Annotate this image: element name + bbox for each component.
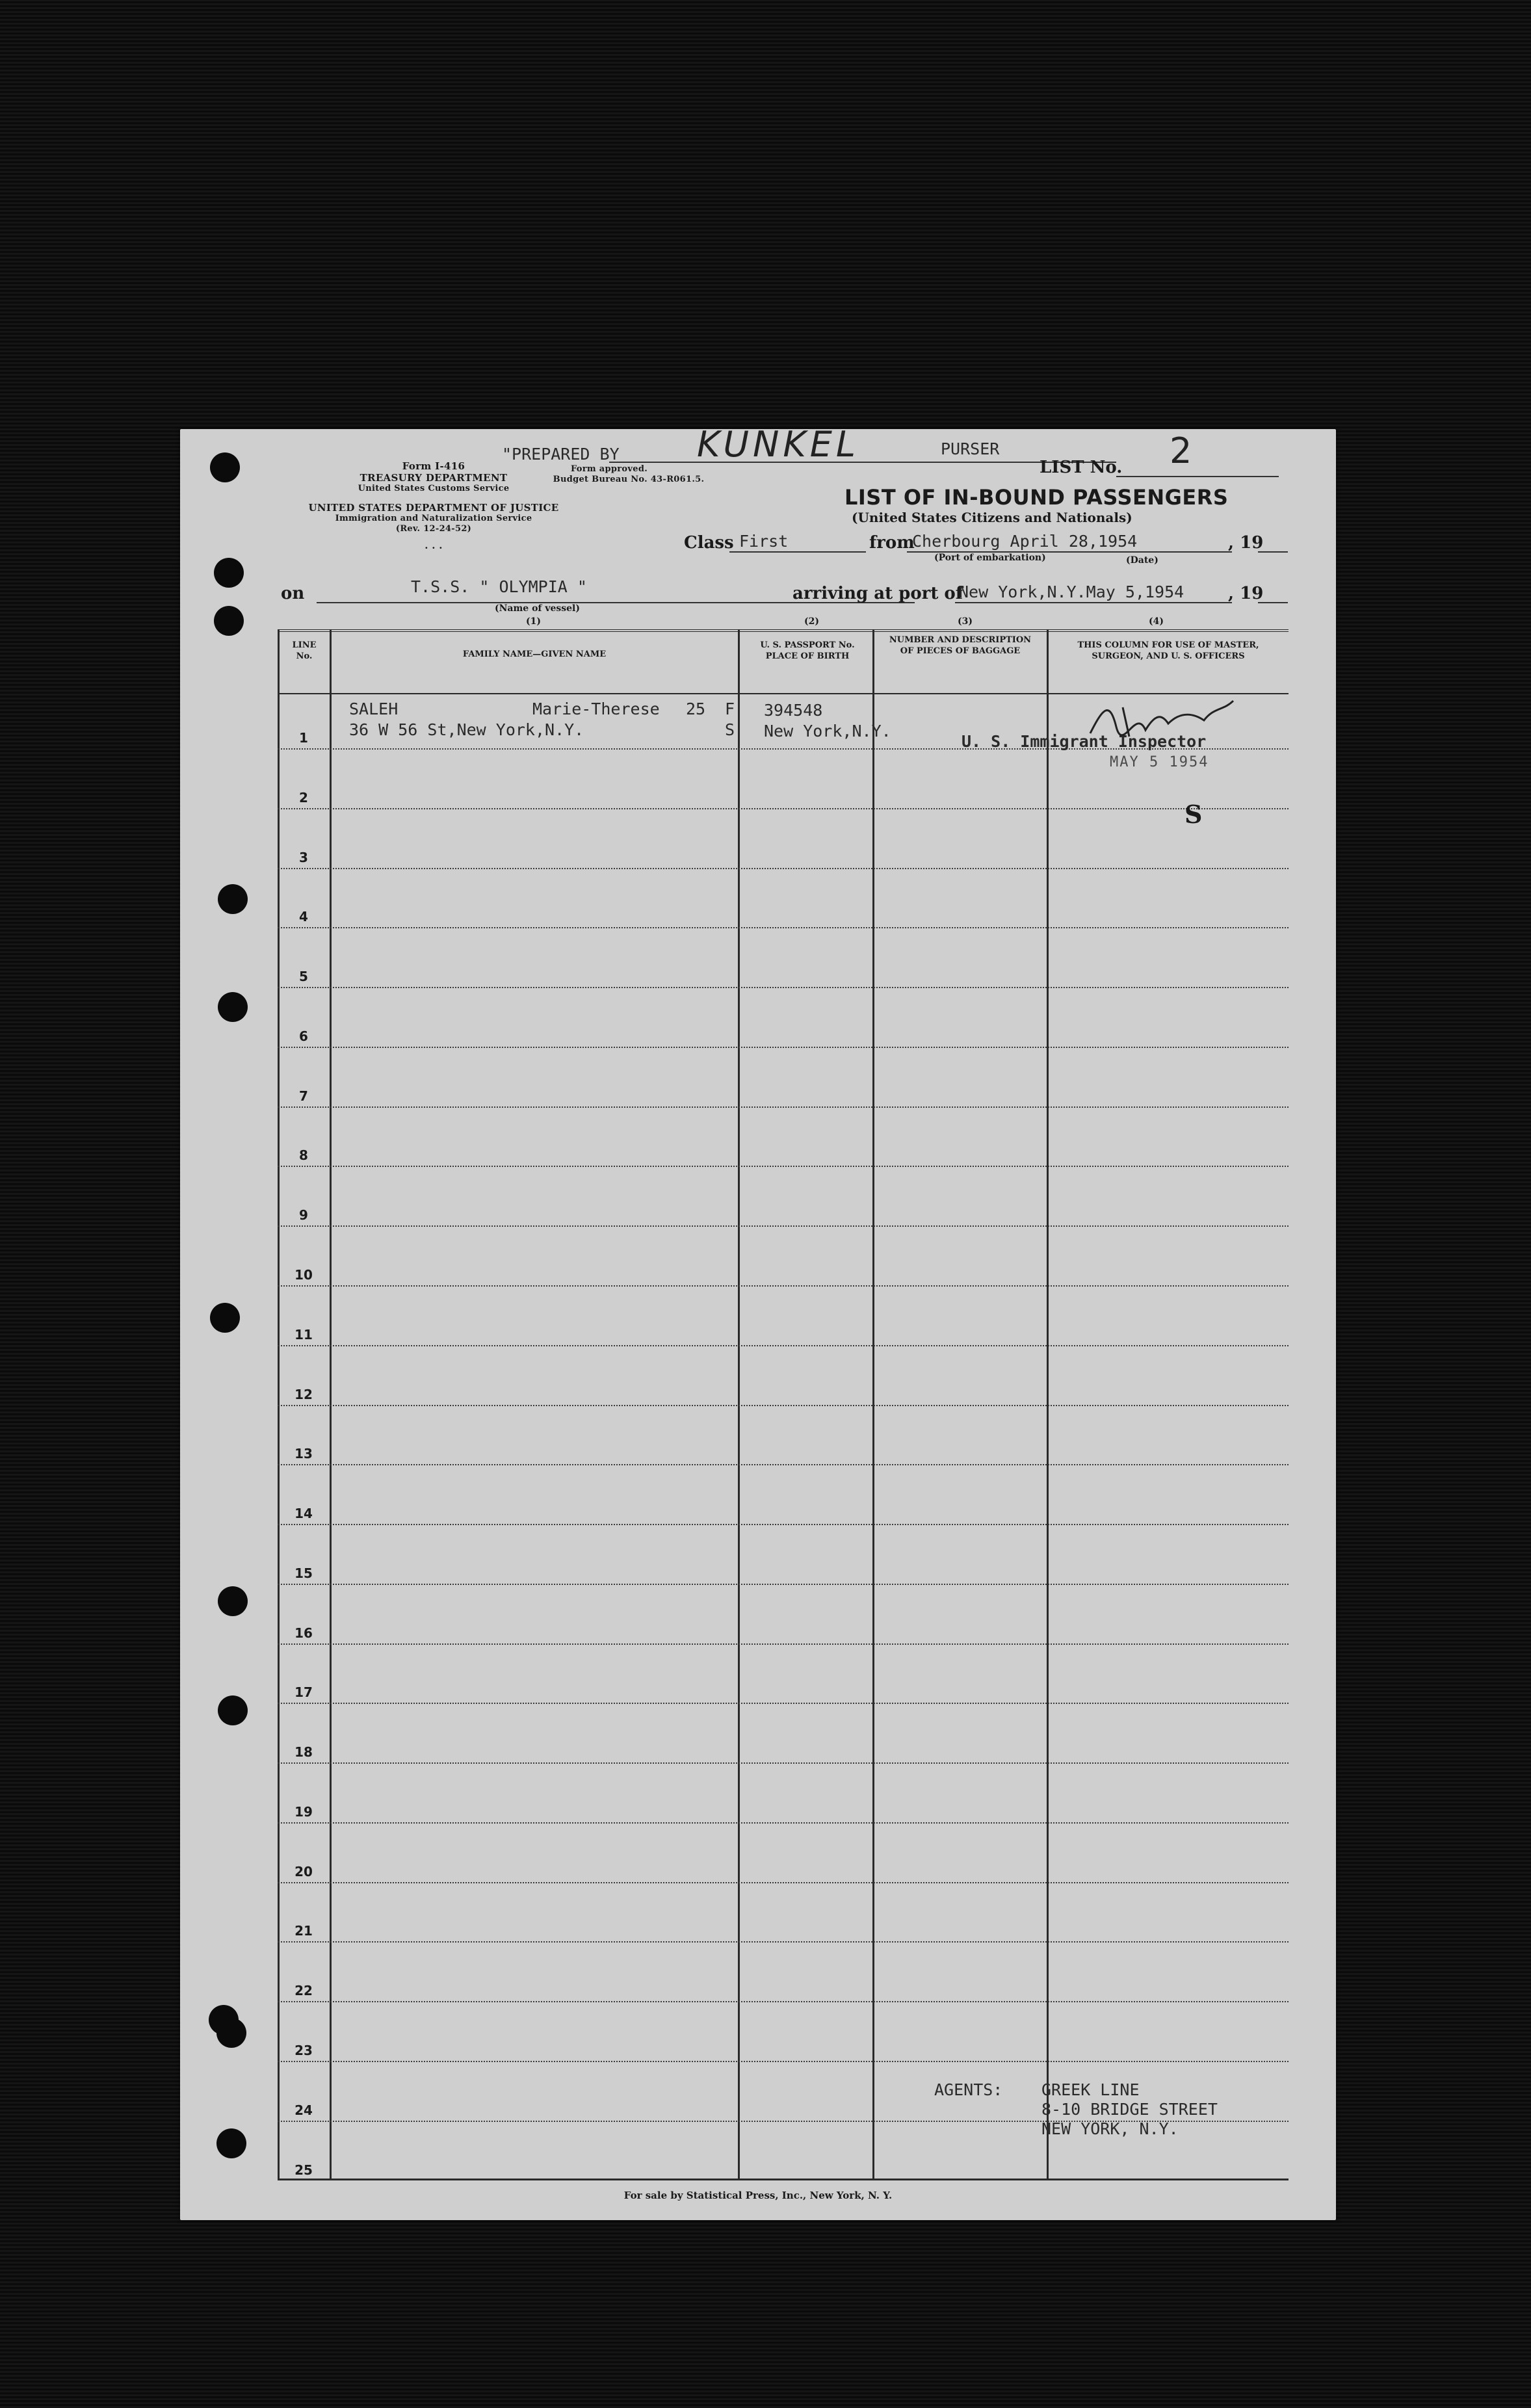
row-rule	[278, 1882, 1289, 1883]
prepared-by-name: KUNKEL	[697, 424, 859, 465]
line-mark: S	[1184, 800, 1203, 829]
row-rule	[278, 987, 1289, 988]
year-label: , 19	[1228, 533, 1264, 553]
date-caption: (Date)	[1126, 555, 1158, 566]
table-top-rule	[278, 629, 1289, 632]
row-rule	[278, 1166, 1289, 1167]
binder-hole	[214, 606, 244, 636]
line-number: 23	[294, 2043, 313, 2058]
row-rule	[278, 1643, 1289, 1645]
passenger-table	[278, 629, 1289, 2180]
dept-justice: UNITED STATES DEPARTMENT OF JUSTICE	[308, 502, 559, 514]
col-header-officers: THIS COLUMN FOR USE OF MASTER, SURGEON, AND U. S. OFFICERS	[1077, 640, 1259, 661]
row-rule	[278, 1584, 1289, 1585]
line-number: 1	[299, 730, 308, 746]
line-number: 2	[299, 790, 308, 805]
list-no-value: 2	[1170, 430, 1196, 471]
binder-hole	[216, 2018, 246, 2048]
year-label-2: , 19	[1228, 584, 1264, 603]
agents-line: 8-10 BRIDGE STREET	[1041, 2100, 1218, 2119]
row-rule	[278, 1822, 1289, 1824]
ins-service: Immigration and Naturalization Service	[335, 514, 532, 523]
binder-hole	[210, 452, 240, 482]
arriving-line	[955, 602, 1232, 603]
binder-hole	[214, 558, 244, 588]
agents-label: AGENTS:	[934, 2080, 1003, 2099]
col-header-name: FAMILY NAME—GIVEN NAME	[462, 649, 607, 659]
line-number: 24	[294, 2102, 313, 2118]
agents-line: NEW YORK, N.Y.	[1041, 2119, 1179, 2138]
budget-bureau: Budget Bureau No. 43-R061.5.	[553, 475, 705, 484]
row-rule	[278, 808, 1289, 809]
passenger-sex: F	[725, 700, 735, 718]
line-number: 4	[299, 909, 308, 924]
line-number: 20	[294, 1864, 313, 1879]
row-rule	[278, 1941, 1289, 1943]
binder-hole	[218, 884, 248, 914]
port-caption: (Port of embarkation)	[934, 553, 1046, 563]
binder-hole	[216, 2128, 246, 2158]
binder-hole	[210, 1303, 240, 1333]
row-rule	[278, 1285, 1289, 1287]
line-number: 21	[294, 1923, 313, 1939]
vessel-value: T.S.S. " OLYMPIA "	[411, 577, 587, 596]
line-number: 6	[299, 1028, 308, 1044]
col-num-1: (1)	[526, 616, 541, 627]
table-bottom-rule	[278, 2179, 1289, 2180]
row-rule	[278, 1047, 1289, 1048]
binder-hole	[218, 992, 248, 1022]
line-number: 8	[299, 1147, 308, 1163]
passenger-marital: S	[725, 720, 735, 739]
line-number: 11	[294, 1327, 313, 1342]
line-number: 12	[294, 1387, 313, 1402]
revision-date: (Rev. 12-24-52)	[395, 524, 472, 534]
place-of-birth: New York,N.Y.	[764, 722, 891, 740]
from-label: from	[869, 533, 915, 553]
col-num-2: (2)	[804, 616, 819, 627]
line-number: 16	[294, 1625, 313, 1641]
passenger-given-name: Marie-Therese	[532, 700, 660, 718]
row-rule	[278, 1106, 1289, 1108]
row-rule	[278, 1405, 1289, 1406]
list-no-label: LIST No.	[1040, 458, 1123, 477]
class-line	[729, 551, 866, 553]
inspector-signature	[1084, 694, 1240, 746]
dots-ornament: . . .	[425, 540, 443, 551]
line-number: 22	[294, 1983, 313, 1998]
vessel-caption: (Name of vessel)	[495, 603, 580, 614]
line-number: 9	[299, 1207, 308, 1223]
row-rule	[278, 2061, 1289, 2062]
customs-service: United States Customs Service	[358, 484, 510, 493]
binder-hole	[218, 1586, 248, 1616]
arriving-value: New York,N.Y.May 5,1954	[959, 582, 1184, 601]
line-number: 15	[294, 1565, 313, 1581]
passenger-family-name: SALEH	[349, 700, 399, 718]
class-value: First	[739, 532, 789, 551]
prepared-by-label: "PREPARED BY	[502, 445, 620, 464]
from-value: Cherbourg April 28,1954	[912, 532, 1138, 551]
treasury-dept: TREASURY DEPARTMENT	[360, 472, 508, 484]
col-num-3: (3)	[958, 616, 973, 627]
line-number: 3	[299, 850, 308, 865]
year-line-2	[1258, 602, 1288, 603]
line-number: 13	[294, 1446, 313, 1461]
row-rule	[278, 1225, 1289, 1227]
row-rule	[278, 2001, 1289, 2002]
list-no-line	[1116, 476, 1279, 477]
page-title: LIST OF IN-BOUND PASSENGERS	[844, 485, 1229, 510]
page-footer: For sale by Statistical Press, Inc., New York, N. Y.	[623, 2190, 893, 2201]
row-rule	[278, 1703, 1289, 1704]
passenger-age: 25	[686, 700, 706, 718]
passport-number: 394548	[764, 701, 823, 720]
line-number: 17	[294, 1684, 313, 1700]
row-rule	[278, 1345, 1289, 1346]
row-rule	[278, 1762, 1289, 1764]
col-header-baggage: NUMBER AND DESCRIPTION OF PIECES OF BAGGAGE	[889, 635, 1032, 656]
date-stamp: MAY 5 1954	[1110, 754, 1209, 770]
passenger-address: 36 W 56 St,New York,N.Y.	[349, 720, 584, 739]
manifest-sheet	[180, 424, 1336, 2220]
prepared-by-role: PURSER	[941, 439, 1000, 458]
on-label: on	[281, 584, 305, 603]
line-number: 14	[294, 1506, 313, 1521]
page-subtitle: (United States Citizens and Nationals)	[852, 510, 1132, 525]
line-number: 19	[294, 1804, 313, 1820]
arriving-label: arriving at port of	[792, 584, 963, 603]
row-rule	[278, 1464, 1289, 1465]
row-rule	[278, 927, 1289, 928]
line-number: 25	[294, 2162, 313, 2178]
line-number: 10	[294, 1267, 313, 1283]
col-header-passport: U. S. PASSPORT No. PLACE OF BIRTH	[760, 640, 855, 661]
line-number: 7	[299, 1088, 308, 1104]
form-approved: Form approved.	[570, 464, 648, 474]
col-header-line-no: LINE No.	[292, 640, 317, 661]
row-rule	[278, 1524, 1289, 1525]
year-line	[1258, 551, 1288, 553]
form-number: Form I-416	[402, 460, 465, 472]
agents-line: GREEK LINE	[1041, 2080, 1140, 2099]
line-number: 5	[299, 969, 308, 984]
row-rule	[278, 868, 1289, 869]
officer-note: U. S. Immigrant Inspector	[962, 732, 1207, 751]
line-number: 18	[294, 1744, 313, 1760]
col-num-4: (4)	[1149, 616, 1164, 627]
class-label: Class	[684, 533, 734, 553]
binder-hole	[218, 1695, 248, 1725]
